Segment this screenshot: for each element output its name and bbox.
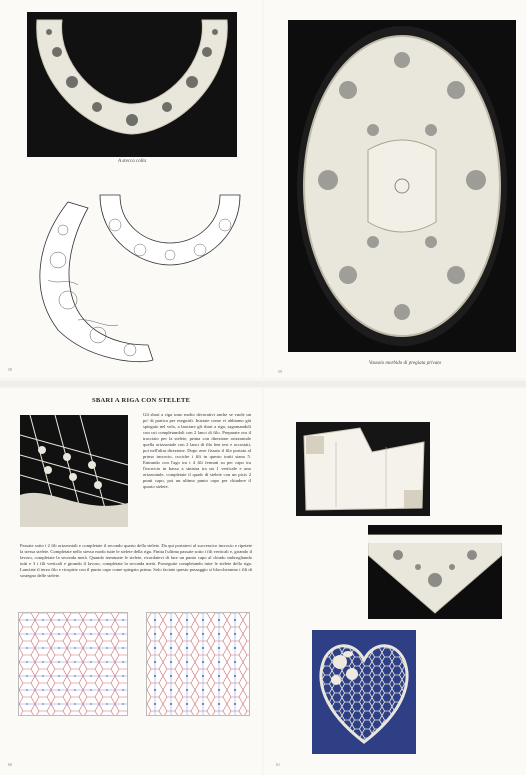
page-number-60: 60 [8, 762, 12, 767]
instruction-paragraph-side: Gli sbari a riga sono molto decorativi anche se vuole un po' di pratica per eseguirli. Iniziate come vi abbiamo già spiegato nel velo, a lanciare gli sbari a riga, sagomandoli con cui completandoli con 2 lanci di filo. Preparate ora il tracciato per la stelete, prima con direzione orizzontale quella orizzontale con 2 lanci di filo ben tesi e accostati, poi nell'altra direzione. Dopo aver fissato il filo portato al primo incrocio, cuciche i fili in questo tratti siano 5. Entrando con l'ago tra i 4 fili fermati su per capo tra l'incrocio in basso a sinistra tra un 1 verticale e uno orizzontale, completate il quadr di stelete con un picis 2 punti capo, poi un ultimo punto capo per chiudere il quarto stelete. [143, 412, 251, 489]
collar-photo-caption: A stecca colla [118, 159, 146, 164]
page-number-61: 61 [276, 762, 280, 767]
page-number-58: 58 [8, 367, 12, 372]
lace-corner-photo [368, 525, 502, 619]
collar-pattern-drawing-right [95, 185, 245, 275]
page-number-59: 59 [278, 369, 282, 374]
stelete-grid-diagram-right [146, 612, 250, 716]
oval-tray-photo [288, 20, 516, 352]
napkin-photo [296, 422, 430, 516]
stelete-grid-diagram-left [18, 612, 128, 716]
spread-divider [0, 381, 526, 387]
stelete-detail-photo [20, 415, 128, 527]
collar-photo [27, 12, 237, 157]
lace-heart-photo [312, 630, 416, 754]
section-heading: SBARI A RIGA CON STELETE [92, 397, 191, 404]
instruction-paragraph-bottom: Passate sotto i 2 fili orizzontali e completate il secondo quarto della stelete. Da qui portatevi al successivo incrocio e ripetete la stessa stelete. Completate nello stesso modo tutte le stelete della riga. Finita l'ultima passate sotto i fili verticali e, girando il lavoro, completate la seconda metà. Quando terminate le stelete, ricordatevi di fare un punto capo al chiudo imbrogliando tutti e 3 i fili verticali e girando il lavoro, completate la seconda metà. Proseguite completando tutte le stelete della riga. Lanciate il terzo filo e ricoprite con il punto capo come spiegato prima. Solo faciate questo passaggio si bloccheranno i fili di sostegno delle stelete. [20, 543, 252, 578]
oval-tray-caption: Vassoio morbido di pregiata privato [368, 361, 442, 366]
